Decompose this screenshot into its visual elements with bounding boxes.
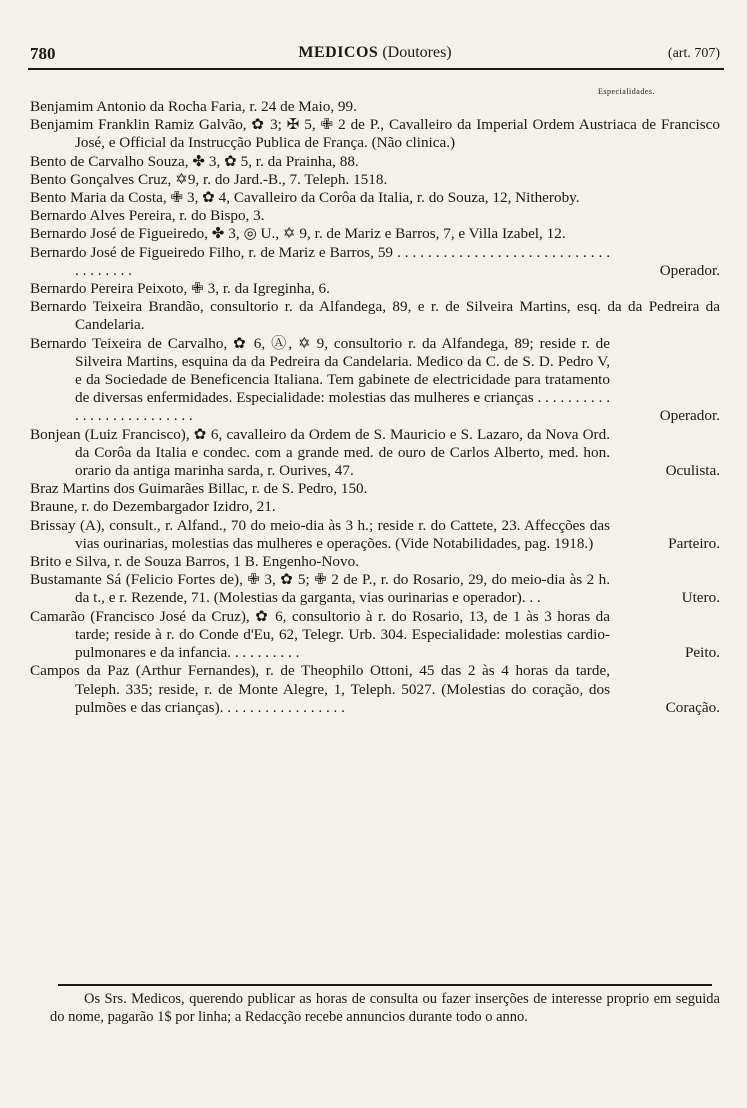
directory-entry [30, 571, 720, 607]
entry-text: Benjamim Franklin Ramiz Galvão, ✿ 3; ✠ 5, ✙ 2 de P., Cavalleiro da Imperial Ordem Austriaca de Francisco José, e Official da Instrucção Publica de França. (Não clinica.) [30, 116, 720, 152]
entry-text: Braune, r. do Dezembargador Izidro, 21. [30, 498, 276, 516]
entry-text: Camarão (Francisco José da Cruz), ✿ 6, consultorio à r. do Rosario, 13, de 1 às 3 horas da tarde; reside à r. do Conde d'Eu, 62, Telegr. Urb. 304. Especialidade: molestias cardio-pulmonares e da infancia. . . . . . . . . . [30, 607, 610, 662]
directory-entry [30, 116, 720, 152]
entry-text: Bonjean (Luiz Francisco), ✿ 6, cavalleiro da Ordem de S. Mauricio e S. Lazaro, da Nova Ord. da Corôa da Italia e condec. com a grande med. de ouro de Carlos Alberto, med. hon. orario da antiga marinha sarda, r. Ourives, 47. [30, 425, 610, 480]
directory-entry [30, 480, 720, 498]
directory-entry [30, 335, 720, 426]
directory-entry [30, 225, 720, 243]
entry-text: Bernardo Alves Pereira, r. do Bispo, 3. [30, 207, 265, 225]
directory-entry [30, 662, 720, 717]
header-rule [28, 68, 724, 70]
entry-specialty: Utero. [681, 589, 720, 607]
entry-text: Bernardo Teixeira de Carvalho, ✿ 6, Ⓐ, ✡ 9, consultorio r. da Alfandega, 89; reside r. de Silveira Martins, esquina da da Pedreira da Candelaria. Medico da C. de S. D. Pedro V, e da Sociedade de Beneficencia Italiana. Tem gabinete de electricidade para tratamento de diversas enfermidades. Especialidade: molestias das mulheres e crianças . . . . . . . . . . . . . . . . . . . . . . . . . . [30, 334, 610, 425]
entry-text: Bento Gonçalves Cruz, ✡9, r. do Jard.-B., 7. Teleph. 1518. [30, 170, 388, 188]
entry-text: Brito e Silva, r. de Souza Barros, 1 B. Engenho-Novo. [30, 553, 360, 571]
directory-entry [30, 553, 720, 571]
entry-text: Bernardo Pereira Peixoto, ✙ 3, r. da Igreginha, 6. [30, 280, 330, 298]
entry-specialty: Parteiro. [668, 534, 720, 552]
entry-text: Bernardo Teixeira Brandão, consultorio r. da Alfandega, 89, e r. de Silveira Martins, esq. da da Pedreira da Candelaria. [30, 298, 720, 334]
entry-text: Braz Martins dos Guimarães Billac, r. de S. Pedro, 150. [30, 480, 368, 498]
running-title [30, 44, 720, 62]
entry-text: Bernardo José de Figueiredo, ✤ 3, ◎ U., ✡ 9, r. de Mariz e Barros, 7, e Villa Izabel, 12. [30, 225, 566, 243]
footer-rule [58, 984, 712, 986]
entry-specialty: Oculista. [665, 462, 720, 480]
running-title-rest: (Doutores) [378, 44, 452, 61]
directory-entry [30, 608, 720, 663]
directory-entry [30, 280, 720, 298]
entry-text: Campos da Paz (Arthur Fernandes), r. de Theophilo Ottoni, 45 das 2 às 4 horas da tarde, Teleph. 335; reside, r. de Monte Alegre, 1, Teleph. 5027. (Molestias do coração, dos pulmões e das crianças). . . . . . . . . . . . . . . . . [30, 662, 610, 716]
running-title-bold: MEDICOS [298, 44, 379, 61]
entry-specialty: Operador. [659, 407, 720, 425]
directory-entry [30, 189, 720, 207]
page-number: 780 [30, 44, 56, 63]
directory-entry [30, 207, 720, 225]
directory-entry [30, 426, 720, 481]
article-reference: (art. 707) [667, 46, 720, 61]
entry-text: Bernardo José de Figueiredo Filho, r. de Mariz e Barros, 59 . . . . . . . . . . . . . . . . . . . . . . . . . . . . . . . . . . . . [30, 243, 610, 279]
entry-text: Benjamim Antonio da Rocha Faria, r. 24 de Maio, 99. [30, 98, 357, 115]
directory-entry [30, 498, 720, 516]
entry-text: Bustamante Sá (Felicio Fortes de), ✙ 3, ✿ 5; ✙ 2 de P., r. do Rosario, 29, do meio-dia às 2 h. da t., e r. Rezende, 71. (Molestias da garganta, vias ourinarias e operador). . . [30, 571, 610, 607]
directory-entry [30, 517, 720, 553]
directory-entry [30, 244, 720, 280]
entry-text: Bento Maria da Costa, ✙ 3, ✿ 4, Cavalleiro da Corôa da Italia, r. do Souza, 12, Nitheroby. [30, 189, 580, 207]
footer-note: Os Srs. Medicos, querendo publicar as horas de consulta ou fazer inserções de interesse proprio em seguida do nome, pagarão 1$ por linha; a Redacção recebe annuncios durante todo o anno. [50, 991, 720, 1025]
directory-entry [30, 153, 720, 171]
entry-specialty: Peito. [684, 644, 720, 662]
entry-specialty: Coração. [665, 698, 720, 716]
entry-specialty: Operador. [659, 261, 720, 279]
directory-entries [30, 98, 720, 717]
entry-text: Brissay (A), consult., r. Alfand., 70 do meio-dia às 3 h.; reside r. do Cattete, 23. Affecções das vias ourinarias, molestias das mulheres e operações. (Vide Notabilidades, pag. 1918.) [30, 516, 610, 552]
entry-text: Bento de Carvalho Souza, ✤ 3, ✿ 5, r. da Prainha, 88. [30, 152, 359, 170]
page-header [30, 44, 720, 70]
directory-entry [30, 98, 720, 116]
directory-entry [30, 298, 720, 334]
specialty-column-label: Especialidades. [597, 87, 655, 96]
directory-entry [30, 171, 720, 189]
